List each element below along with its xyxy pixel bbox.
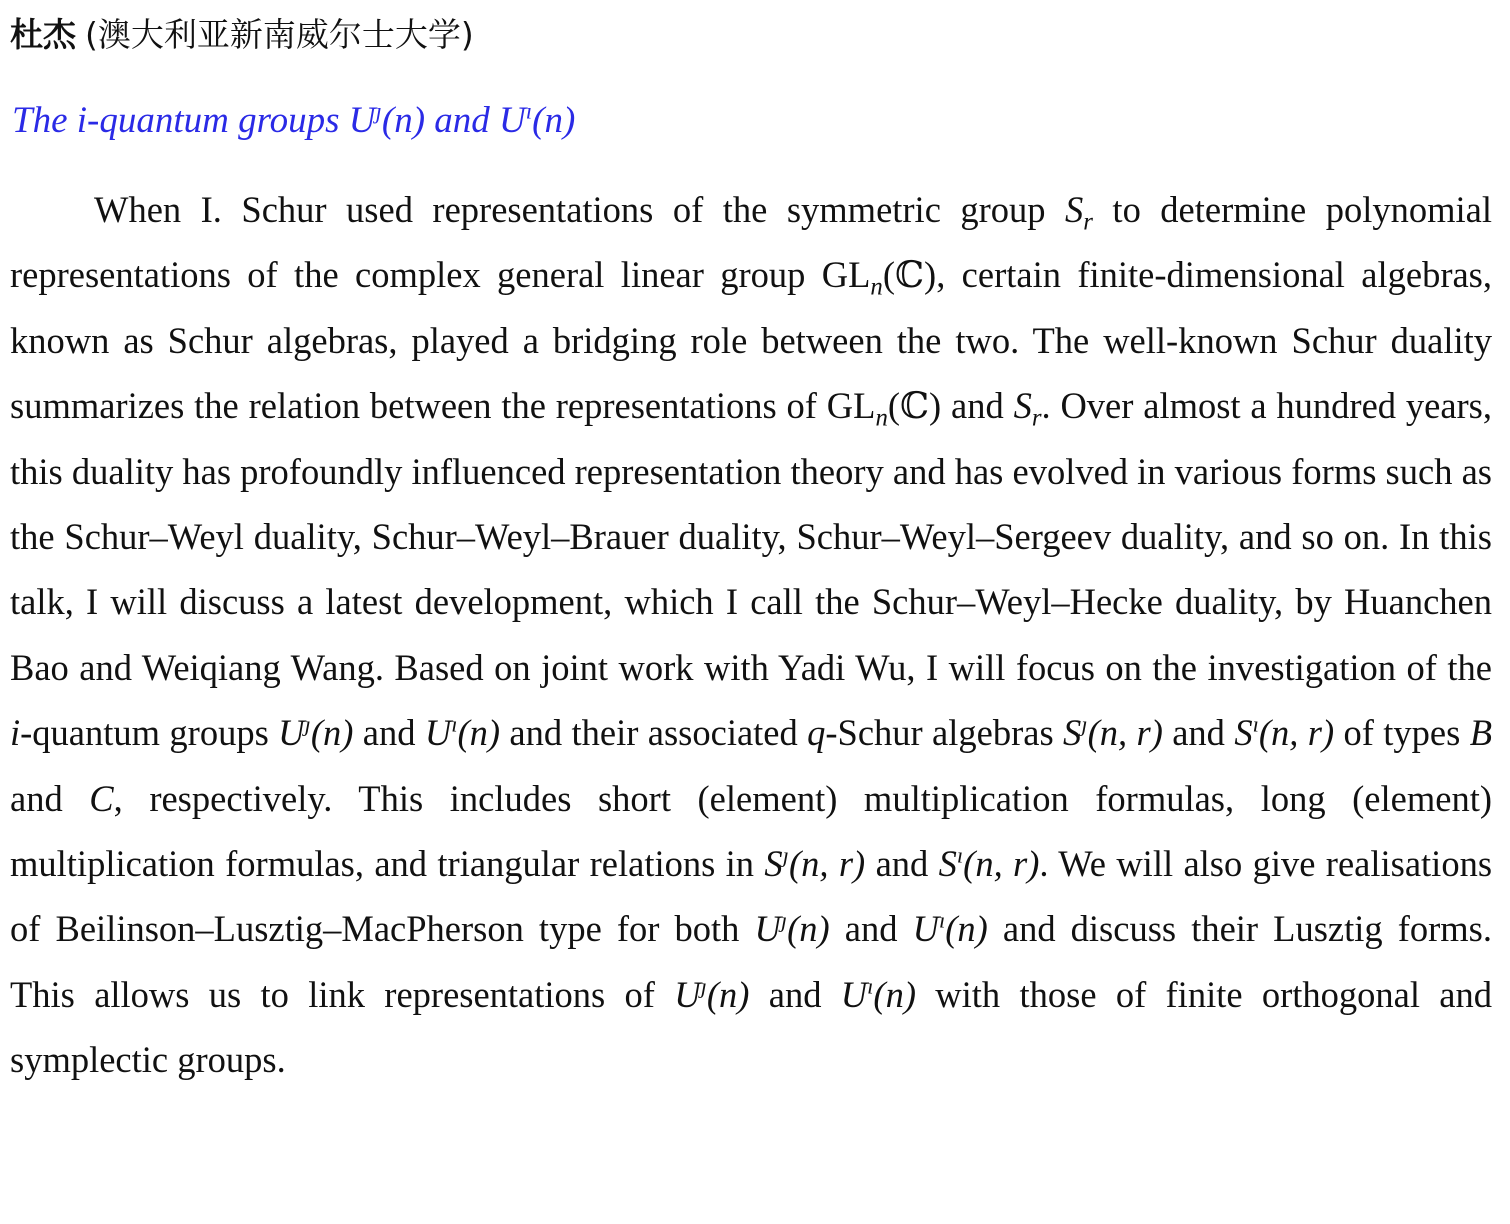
- math-superscript: ı: [938, 907, 946, 933]
- math-symbol: S: [1065, 189, 1084, 230]
- abstract-text: , respectively. This includes short (element) multiplication formulas, long (element) multiplication formulas, and triangular relations in: [10, 777, 1492, 885]
- math-symbol: (n): [945, 908, 988, 950]
- math-superscript: ı: [1252, 711, 1259, 737]
- math-superscript: ȷ: [780, 907, 788, 933]
- math-symbol: (n): [873, 973, 916, 1015]
- abstract-text: -Schur algebras: [825, 712, 1064, 754]
- math-symbol: S: [1013, 385, 1032, 427]
- author-line: [10, 10, 474, 59]
- math-superscript: ı: [956, 842, 964, 868]
- math-superscript: ȷ: [1081, 711, 1088, 737]
- math-symbol: (n): [787, 908, 830, 950]
- abstract-text: (ℂ) and: [887, 385, 1014, 427]
- math-superscript: ı: [451, 711, 458, 737]
- abstract-text: to determine polynomial representations of the complex general linear group GL: [10, 189, 1492, 296]
- talk-title: [12, 96, 575, 146]
- title-text-3: (n): [532, 100, 576, 141]
- abstract-text: and: [1162, 712, 1235, 754]
- abstract-text: and: [865, 843, 939, 885]
- math-subscript: r: [1031, 404, 1042, 432]
- title-text-2: (n) and U: [381, 100, 526, 141]
- author-name: 杜杰: [10, 15, 76, 54]
- abstract-text: When I. Schur used representations of the symmetric group: [94, 189, 1066, 230]
- abstract-text: with those of finite orthogonal and symplectic groups.: [10, 973, 1492, 1081]
- math-symbol: i: [10, 712, 21, 754]
- math-superscript: ȷ: [782, 842, 789, 868]
- abstract-text: -quantum groups: [20, 712, 279, 754]
- math-symbol: S: [1234, 712, 1253, 754]
- math-symbol: (n): [457, 712, 501, 754]
- math-subscript: n: [875, 404, 888, 432]
- math-symbol: U: [278, 712, 305, 754]
- abstract-text: and their associated: [500, 712, 808, 754]
- math-subscript: n: [870, 273, 883, 301]
- math-symbol: C: [89, 777, 114, 819]
- math-superscript: ı: [867, 973, 874, 999]
- math-symbol: (n, r): [1258, 712, 1335, 754]
- math-symbol: S: [764, 843, 783, 885]
- math-superscript: ȷ: [700, 973, 707, 999]
- abstract-text: and: [353, 712, 425, 754]
- abstract-text: and: [829, 908, 913, 950]
- math-symbol: U: [840, 973, 868, 1015]
- abstract-paragraph: [10, 177, 1492, 1093]
- abstract-text: (ℂ), certain finite-dimensional algebras, known as Schur algebras, played a bridging role between the two. The well-known Schur duality summarizes the relation between the representations of GL: [10, 254, 1492, 427]
- title-text-1: The i-quantum groups U: [12, 100, 376, 141]
- math-symbol: q: [807, 712, 826, 754]
- abstract-text: . We will also give realisations of Beilinson–Lusztig–MacPherson type for both: [10, 843, 1493, 950]
- math-subscript: r: [1083, 208, 1093, 236]
- math-symbol: S: [938, 843, 957, 885]
- abstract-text: of types: [1334, 712, 1470, 754]
- math-symbol: U: [912, 908, 939, 950]
- math-symbol: (n): [706, 973, 750, 1015]
- abstract-text: and: [10, 777, 90, 819]
- title-sup-1: ȷ: [375, 98, 382, 124]
- math-symbol: (n, r): [963, 843, 1040, 885]
- math-symbol: (n, r): [788, 843, 866, 885]
- math-symbol: U: [754, 908, 781, 950]
- affiliation: (澳大利亚新南威尔士大学): [85, 15, 474, 54]
- math-superscript: ȷ: [304, 711, 311, 737]
- math-symbol: B: [1469, 712, 1492, 754]
- math-symbol: (n): [310, 712, 354, 754]
- math-symbol: S: [1063, 712, 1082, 754]
- title-sup-2: ı: [525, 98, 533, 124]
- math-symbol: (n, r): [1087, 712, 1163, 754]
- abstract-text: and: [749, 973, 841, 1015]
- abstract: [10, 177, 1492, 1093]
- abstract-text: and discuss their Lusztig forms. This allows us to link representations of: [10, 908, 1493, 1015]
- math-symbol: U: [674, 973, 701, 1015]
- abstract-text: . Over almost a hundred years, this duality has profoundly influenced representation theory and has evolved in various forms such as the Schur–Weyl duality, Schur–Weyl–Brauer duality, Schur–Weyl–Sergeev duality, and so on. In this talk, I will discuss a latest development, which I call the Schur–Weyl–Hecke duality, by Huanchen Bao and Weiqiang Wang. Based on joint work with Yadi Wu, I will focus on the investigation of the: [10, 385, 1493, 688]
- math-symbol: U: [424, 712, 452, 754]
